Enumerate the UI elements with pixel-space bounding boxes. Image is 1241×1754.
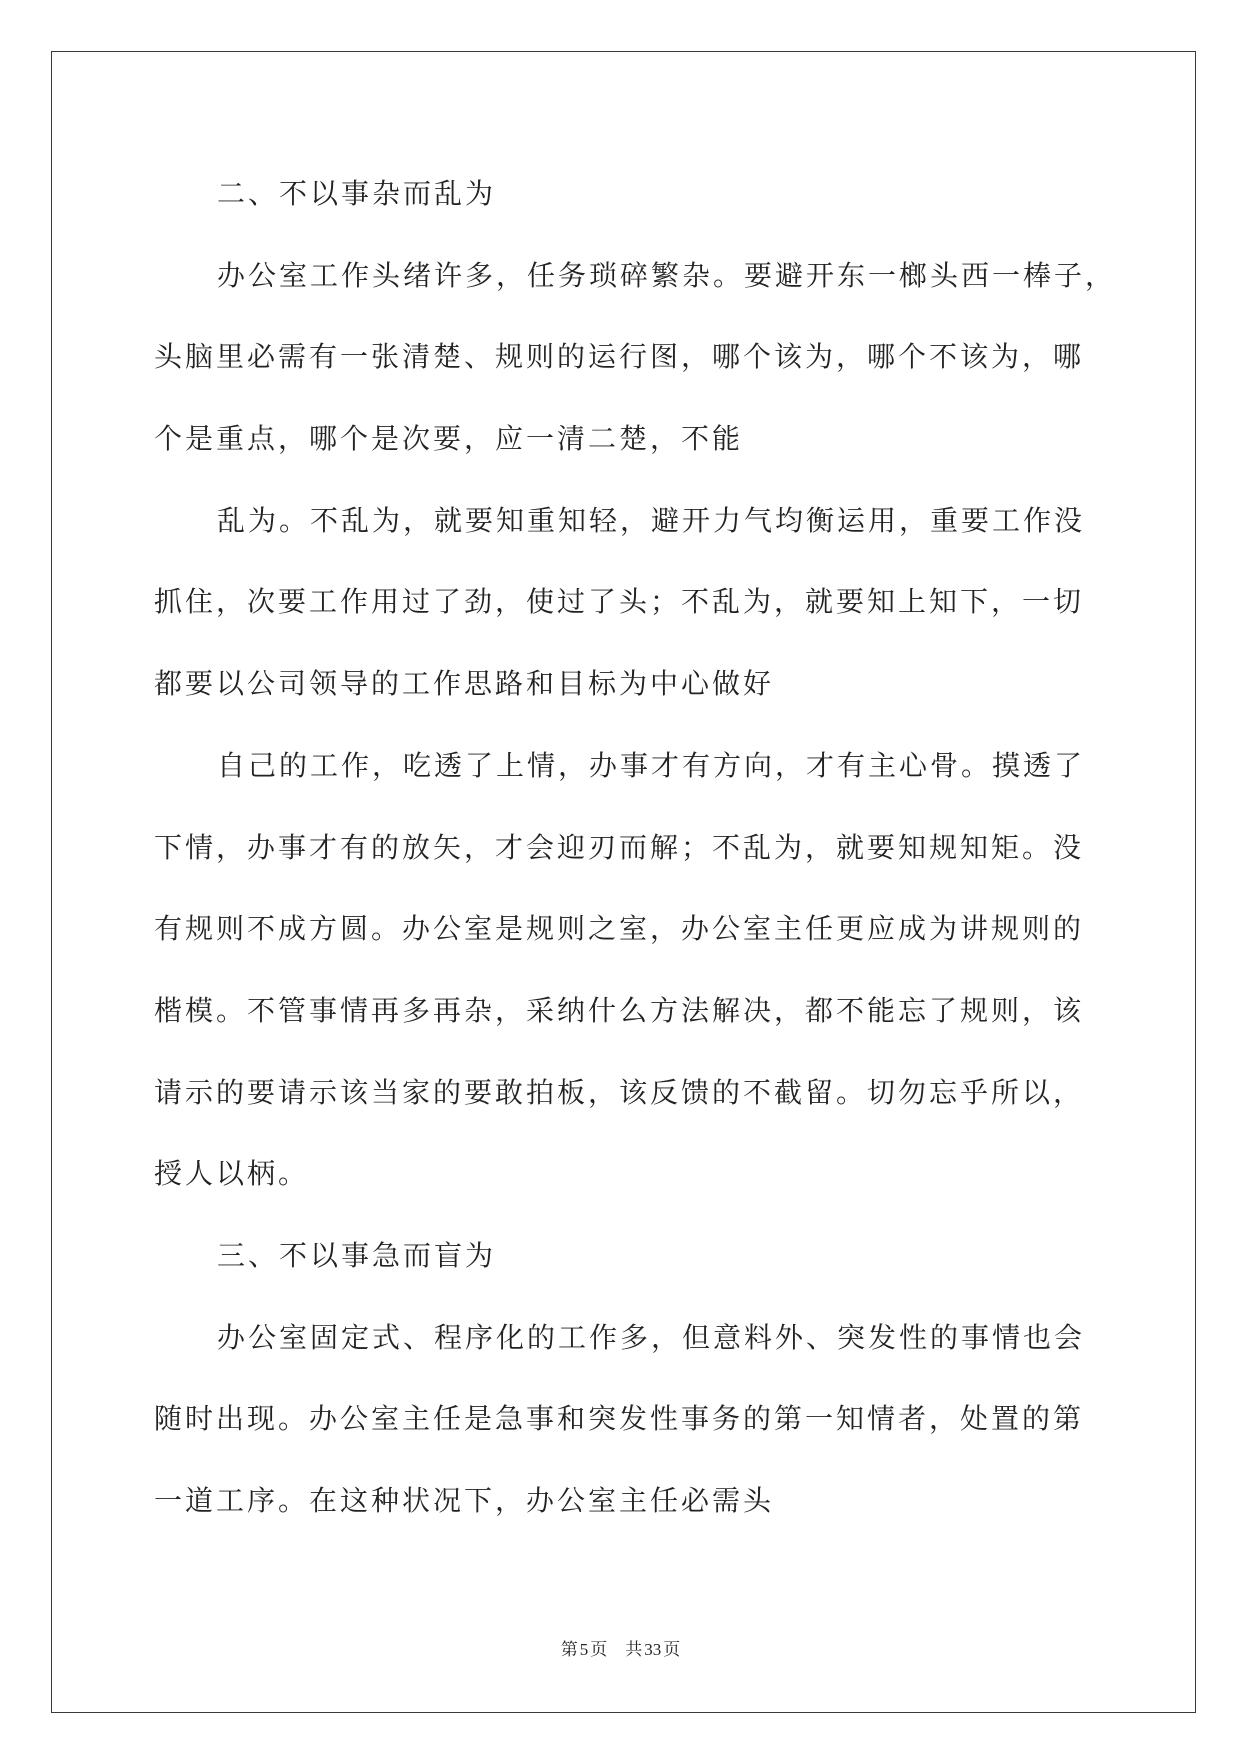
paragraph-line: 个是重点，哪个是次要，应一清二楚，不能 — [154, 422, 744, 456]
section-heading — [154, 1215, 1134, 1297]
paragraph-line: 都要以公司领导的工作思路和目标为中心做好 — [154, 667, 775, 701]
paragraph-line: 请示的要请示该当家的要敢拍板，该反馈的不截留。切勿忘乎所以， — [154, 1075, 1085, 1109]
paragraph-line: 有规则不成方圆。办公室是规则之室，办公室主任更应成为讲规则的 — [154, 912, 1085, 946]
total-pages-suffix: 页 — [663, 1640, 681, 1659]
paragraph-line: 抓住，次要工作用过了劲，使过了头；不乱为，就要知上知下，一切 — [154, 585, 1085, 619]
current-page-number: 5 — [579, 1640, 589, 1659]
paragraph — [154, 1297, 1134, 1542]
section-heading — [154, 153, 1134, 235]
paragraph-line: 楷模。不管事情再多再杂，采纳什么方法解决，都不能忘了规则，该 — [154, 993, 1085, 1027]
document-body — [154, 153, 1134, 1542]
paragraph — [154, 725, 1134, 1215]
heading-line: 三、不以事急而盲为 — [217, 1238, 497, 1272]
total-page-count: 33 — [644, 1640, 662, 1659]
total-pages-prefix: 共 — [625, 1640, 643, 1659]
paragraph-line: 办公室工作头绪许多，任务琐碎繁杂。要避开东一榔头西一棒子， — [217, 258, 1117, 292]
paragraph-line: 办公室固定式、程序化的工作多，但意料外、突发性的事情也会 — [217, 1320, 1086, 1354]
paragraph-line: 一道工序。在这种状况下，办公室主任必需头 — [154, 1484, 775, 1517]
page-footer — [0, 1638, 1241, 1662]
paragraph-line: 头脑里必需有一张清楚、规则的运行图，哪个该为，哪个不该为，哪 — [154, 340, 1085, 374]
heading-line: 二、不以事杂而乱为 — [217, 177, 497, 210]
page-number-suffix: 页 — [590, 1640, 608, 1659]
paragraph — [154, 235, 1134, 480]
paragraph-line: 随时出现。办公室主任是急事和突发性事务的第一知情者，处置的第 — [154, 1402, 1085, 1436]
page-number-prefix: 第 — [560, 1640, 578, 1659]
paragraph-line: 授人以柄。 — [154, 1157, 310, 1191]
paragraph-line: 乱为。不乱为，就要知重知轻，避开力气均衡运用，重要工作没 — [217, 503, 1086, 537]
paragraph — [154, 480, 1134, 725]
paragraph-line: 自己的工作，吃透了上情，办事才有方向，才有主心骨。摸透了 — [217, 748, 1086, 782]
paragraph-line: 下情，办事才有的放矢，才会迎刃而解；不乱为，就要知规知矩。没 — [154, 830, 1085, 864]
